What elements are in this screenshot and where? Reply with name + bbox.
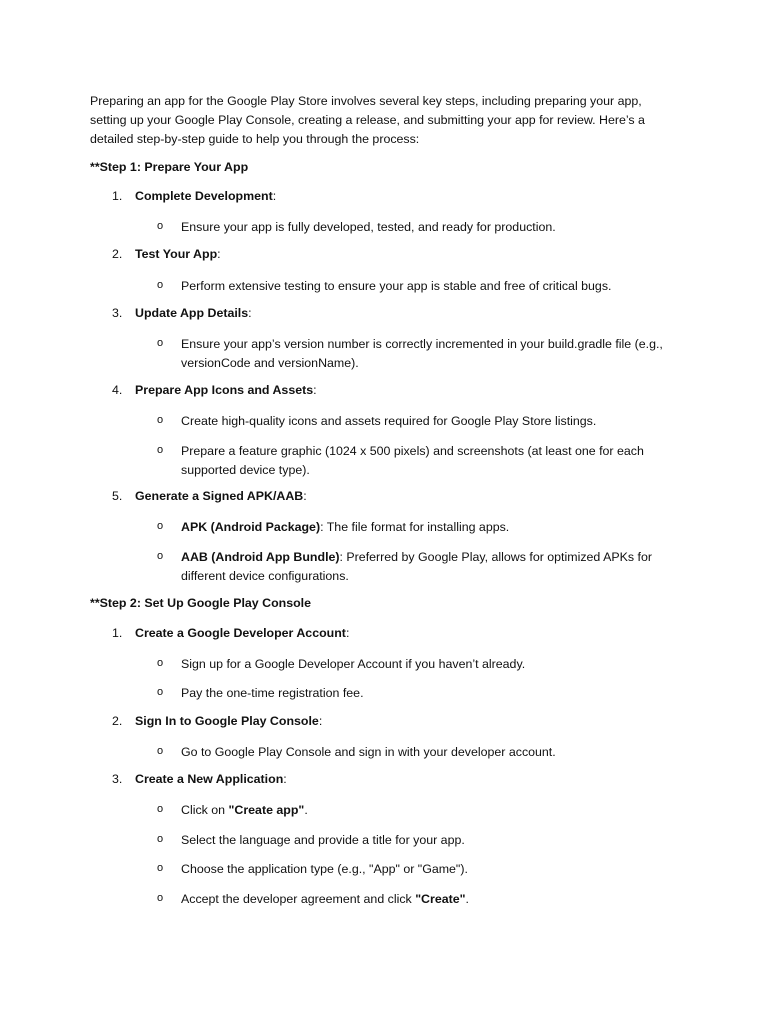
- bullet-icon: o: [157, 337, 164, 349]
- list-number: 1.: [112, 626, 123, 640]
- list-item-title: Prepare App Icons and Assets:: [135, 383, 317, 397]
- list-number: 1.: [112, 189, 123, 203]
- list-item-title: Create a Google Developer Account:: [135, 626, 350, 640]
- bullet-icon: o: [157, 862, 164, 874]
- bullet-icon: o: [157, 686, 164, 698]
- intro-paragraph: Preparing an app for the Google Play Store involves several key steps, including preparing your app, setting up your Google Play Console, creating a release, and submitting your app for review. Here’s a detailed step-by-step guide to help you through the process:: [90, 94, 645, 146]
- bullet-text: Create high-quality icons and assets required for Google Play Store listings.: [181, 414, 597, 428]
- bullet-text: Perform extensive testing to ensure your app is stable and free of critical bugs.: [181, 279, 612, 293]
- step2-heading: **Step 2: Set Up Google Play Console: [90, 596, 312, 610]
- bullet-text: Ensure your app is fully developed, tested, and ready for production.: [181, 220, 556, 234]
- list-item-title: Update App Details:: [135, 306, 252, 320]
- bullet-text: Choose the application type (e.g., "App" or "Game").: [181, 862, 468, 876]
- list-number: 2.: [112, 714, 123, 728]
- bullet-icon: o: [157, 657, 164, 669]
- bullet-text: APK (Android Package): The file format for installing apps.: [181, 520, 510, 534]
- bullet-icon: o: [157, 892, 164, 904]
- list-item-title: Create a New Application:: [135, 772, 287, 786]
- list-item-title: Generate a Signed APK/AAB:: [135, 489, 307, 503]
- bullet-icon: o: [157, 520, 164, 532]
- step1-heading: **Step 1: Prepare Your App: [90, 160, 249, 174]
- list-item-title: Complete Development:: [135, 189, 277, 203]
- list-number: 2.: [112, 247, 123, 261]
- bullet-icon: o: [157, 550, 164, 562]
- list-number: 4.: [112, 383, 123, 397]
- list-item-title: Sign In to Google Play Console:: [135, 714, 323, 728]
- bullet-icon: o: [157, 414, 164, 426]
- list-number: 3.: [112, 772, 123, 786]
- bullet-text: Prepare a feature graphic (1024 x 500 pixels) and screenshots (at least one for each supported device type).: [181, 444, 644, 477]
- bullet-icon: o: [157, 833, 164, 845]
- bullet-icon: o: [157, 279, 164, 291]
- bullet-text: Sign up for a Google Developer Account if you haven’t already.: [181, 657, 526, 671]
- bullet-text: Select the language and provide a title for your app.: [181, 833, 465, 847]
- bullet-icon: o: [157, 745, 164, 757]
- bullet-icon: o: [157, 803, 164, 815]
- bullet-text: Pay the one-time registration fee.: [181, 686, 364, 700]
- bullet-text: AAB (Android App Bundle): Preferred by Google Play, allows for optimized APKs for different device configurations.: [181, 550, 652, 583]
- bullet-icon: o: [157, 220, 164, 232]
- bullet-text: Click on "Create app".: [181, 803, 308, 817]
- list-number: 3.: [112, 306, 123, 320]
- list-item-title: Test Your App:: [135, 247, 221, 261]
- list-number: 5.: [112, 489, 123, 503]
- bullet-text: Ensure your app’s version number is correctly incremented in your build.gradle file (e.g., versionCode and versionName).: [181, 337, 663, 370]
- bullet-text: Accept the developer agreement and click "Create".: [181, 892, 469, 906]
- bullet-text: Go to Google Play Console and sign in with your developer account.: [181, 745, 556, 759]
- bullet-icon: o: [157, 444, 164, 456]
